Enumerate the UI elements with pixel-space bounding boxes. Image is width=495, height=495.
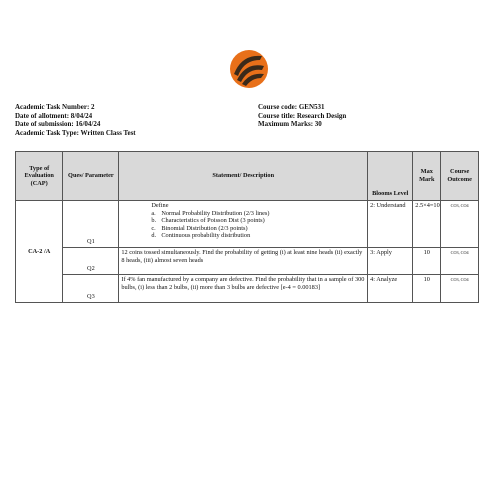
- max-mark: 2.5×4=10: [413, 201, 441, 248]
- question-statement: [119, 201, 368, 248]
- list-item: d. Continuous probability distribution: [151, 232, 251, 240]
- question-number: Q3: [63, 275, 119, 303]
- header-blooms: Blooms Level: [368, 152, 413, 201]
- blooms-level: 3: Apply: [368, 248, 413, 275]
- allotment-date: Date of allotment: 8/04/24: [15, 111, 93, 120]
- question-number: Q1: [63, 201, 119, 248]
- task-number: Academic Task Number: 2: [15, 103, 95, 111]
- course-outcome: CO3, CO4: [441, 275, 479, 303]
- task-details: [15, 103, 136, 137]
- max-mark: 10: [413, 275, 441, 303]
- header-outcome: Course Outcome: [441, 152, 479, 201]
- header-statement: Statement/ Description: [119, 152, 368, 201]
- course-details: [258, 103, 346, 129]
- course-code: Course code: GEN531: [258, 103, 325, 111]
- table-header-row: [16, 152, 479, 201]
- university-logo: [228, 44, 270, 94]
- question-statement: If 4% fan manufactured by a company are defective. Find the probability that in a sample of 300 bulbs, (i) less than 2 bulbs, (ii) more than 3 bulbs are defective [e-4 = 0.00183]: [119, 275, 368, 303]
- list-item: c. Binomial Distribution (2/3 points): [151, 224, 248, 232]
- course-outcome: CO3, CO4: [441, 248, 479, 275]
- table-row: [16, 248, 479, 275]
- evaluation-type: CA-2 /A: [16, 201, 63, 303]
- task-table: [15, 151, 479, 303]
- task-type: Academic Task Type: Written Class Test: [15, 128, 136, 137]
- header-max: Max Mark: [413, 152, 441, 201]
- submission-date: Date of submission: 16/04/24: [15, 120, 101, 129]
- table-row: [16, 201, 479, 248]
- blooms-level: 4: Analyze: [368, 275, 413, 303]
- statement-intro: Define: [151, 202, 169, 209]
- question-number: Q2: [63, 248, 119, 275]
- header-type: Type of Evaluation (CAP): [16, 152, 63, 201]
- header-ques: Ques/ Parameter: [63, 152, 119, 201]
- course-outcome: CO3, CO4: [441, 201, 479, 248]
- list-item: b. Characteristics of Poisson Dist (3 points): [151, 217, 265, 225]
- table-row: [16, 275, 479, 303]
- course-title: Course title: Research Design: [258, 111, 347, 120]
- list-item: a. Normal Probability Distribution (2/3 lines): [151, 209, 270, 217]
- max-mark: 10: [413, 248, 441, 275]
- question-statement: 12 coins tossed simultaneously. Find the probability of getting (i) at least nine heads (ii) exactly 8 heads, (iii) almost seven heads: [119, 248, 368, 275]
- blooms-level: 2: Understand: [368, 201, 413, 248]
- maximum-marks: Maximum Marks: 30: [258, 120, 322, 129]
